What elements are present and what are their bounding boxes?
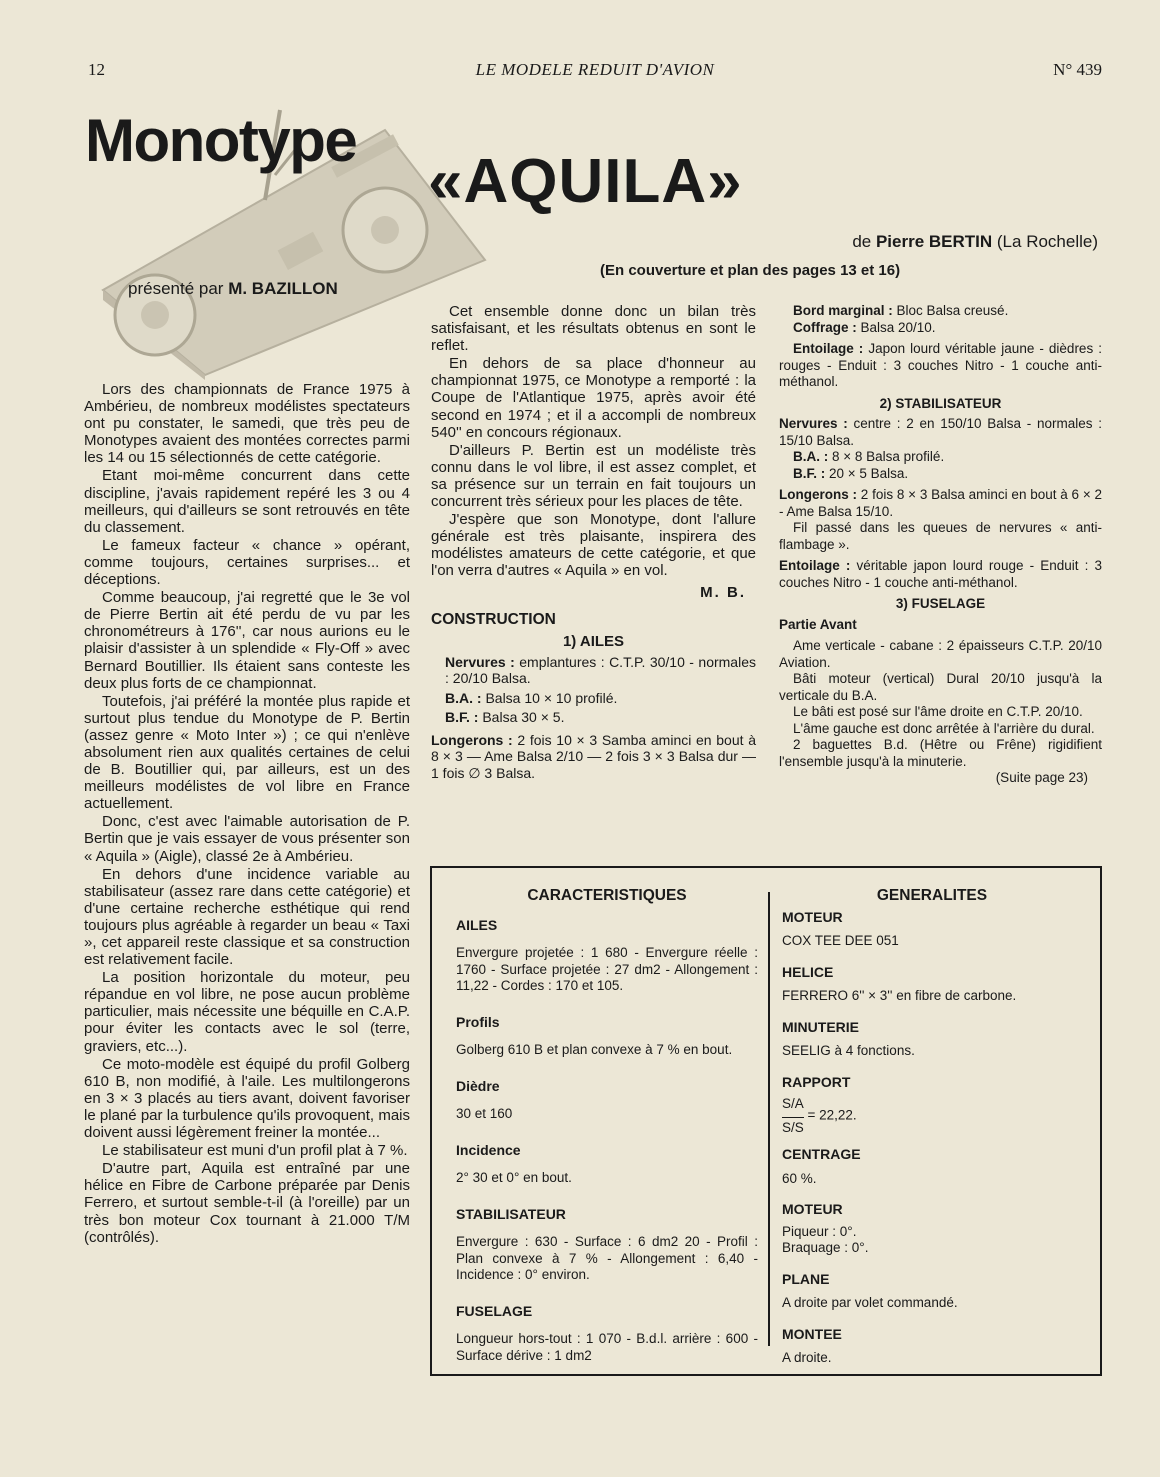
braquage-value: Braquage : 0°. — [782, 1240, 869, 1255]
stabilisateur-heading: 2) STABILISATEUR — [879, 395, 1002, 411]
fuselage-heading: 3) FUSELAGE — [895, 596, 986, 611]
minuterie-value: SEELIG à 4 fonctions. — [782, 1043, 915, 1058]
moteur-value: COX TEE DEE 051 — [782, 933, 899, 948]
plane-label: PLANE — [782, 1270, 830, 1287]
paragraph: Donc, c'est avec l'aimable autorisation de P. Bertin que je vais essayer de vous présenter son « Aquila » (Aigle), classé 2e à Ambérieu. — [84, 813, 410, 865]
paragraph: Comme beaucoup, j'ai regretté que le 3e vol de Pierre Bertin ait été perdu de vu par les chronométreurs à 176'', car nous aurions eu le plaisir d'assister à un splendide « Fly-Off » avec Bernard Boutillier. Ils étaient sans conteste les deux plus forts de ce championnat. — [84, 589, 410, 692]
incidence-label: Incidence — [456, 1141, 521, 1158]
article-column-2 — [431, 303, 756, 784]
presented-by: présenté par M. BAZILLON — [128, 279, 338, 298]
ailes-heading: 1) AILES — [562, 632, 625, 650]
spec-stab-ba: B.A. : 8 × 8 Balsa profilé. — [793, 449, 945, 464]
rapport-label: RAPPORT — [782, 1073, 851, 1090]
issue-number: N° 439 — [1053, 60, 1102, 79]
generalites-title: GENERALITES — [876, 887, 988, 904]
fuselage-line: Le bâti est posé sur l'âme droite en C.T.P. 20/10. — [793, 704, 1083, 719]
spec-fil: Fil passé dans les queues de nervures « anti-flambage ». — [779, 520, 1102, 552]
spec-entoilage: Entoilage : Japon lourd véritable jaune - dièdres : rouges - Enduit : 3 couches Nitro - 1 couche anti-méthanol. — [779, 341, 1102, 389]
paragraph: En dehors de sa place d'honneur au championnat 1975, ce Monotype a remporté : la Coupe de l'Atlantique 1975, après avoir été second en 1974 ; et il a accompli de nombreux 540'' en concours régionaux. — [431, 355, 756, 441]
diedre-label: Dièdre — [456, 1077, 500, 1094]
centrage-value: 60 %. — [782, 1170, 817, 1186]
article-column-1 — [84, 381, 410, 1247]
spec-stab-entoilage: Entoilage : véritable japon lourd rouge - Enduit : 3 couches Nitro - 1 couche anti-méthanol. — [779, 558, 1102, 590]
montee-label: MONTEE — [782, 1325, 842, 1342]
minuterie-label: MINUTERIE — [782, 1018, 859, 1035]
incidence-value: 2° 30 et 0° en bout. — [456, 1170, 572, 1185]
paragraph: D'autre part, Aquila est entraîné par une hélice en Fibre de Carbone préparée par Denis Ferrero, et surtout semble-t-il (à l'oreille) par un très bon moteur Cox tournant à 21.000 T/M (contrôlés). — [84, 1160, 410, 1246]
title-line-1: Monotype — [85, 107, 357, 174]
spec-ba: B.A. : Balsa 10 × 10 profilé. — [445, 689, 618, 706]
author-line: de Pierre BERTIN (La Rochelle) — [852, 232, 1098, 251]
fuselage-line: Bâti moteur (vertical) Dural 20/10 jusqu'à la verticale du B.A. — [779, 671, 1102, 703]
spec-coffrage: Coffrage : Balsa 20/10. — [793, 319, 936, 335]
paragraph: Toutefois, j'ai préféré la montée plus rapide et surtout plus tendue du Monotype de P. Bertin (assez genre « Moto Inter ») ; ce qui n'enlève absolument rien aux qualités certaines de celui de B. Boutillier qui, par ailleurs, est un des meilleurs modélistes de vol libre en France actuellement. — [84, 692, 410, 813]
spec-bord-marginal: Bord marginal : Bloc Balsa creusé. — [793, 303, 1009, 318]
partie-avant-heading: Partie Avant — [779, 616, 857, 632]
paragraph: La position horizontale du moteur, peu répandue en vol libre, ne pose aucun problème particulier, mais nécessite une béquille en C.A.P. pour éviter les contacts avec le sol (terre, graviers, etc...). — [84, 969, 410, 1055]
fuselage-line: 2 baguettes B.d. (Hêtre ou Frêne) rigidifient l'ensemble jusqu'à la minuterie. — [779, 737, 1102, 769]
continued-note: (Suite page 23) — [995, 770, 1088, 785]
cover-note: (En couverture et plan des pages 13 et 16) — [600, 262, 901, 279]
diedre-value: 30 et 160 — [456, 1106, 513, 1121]
rapport-fraction: $\frac{S/A}{S/S}$ — [782, 1096, 804, 1135]
box-divider — [768, 892, 770, 1346]
helice-value: FERRERO 6'' × 3'' en fibre de carbone. — [782, 988, 1017, 1003]
moteur-label: MOTEUR — [782, 908, 843, 925]
spec-stab-longerons: Longerons : 2 fois 8 × 3 Balsa aminci en bout à 6 × 2 - Ame Balsa 15/10. — [779, 487, 1103, 519]
profils-label: Profils — [456, 1013, 500, 1030]
moteur-incidence-label: MOTEUR — [782, 1201, 843, 1217]
centrage-label: CENTRAGE — [782, 1146, 861, 1162]
title-line-2: «AQUILA» — [428, 147, 743, 216]
page-header — [88, 60, 1102, 82]
spec-longerons: Longerons : 2 fois 10 × 3 Samba aminci en bout à 8 × 3 — Ame Balsa 2/10 — 2 fois 3 × 3 Balsa dur — 1 fois ∅ 3 Balsa. — [431, 731, 756, 781]
caracteristiques-panel — [456, 888, 758, 1383]
paragraph: Lors des championnats de France 1975 à Ambérieu, de nombreux modélistes spectateurs ont pu constater, le samedi, que très peu de Monotypes avaient des montées correctes parmi les 14 ou 15 sélectionnés de cette catégorie. — [84, 381, 410, 467]
signature: M. B. — [700, 583, 746, 601]
fuselage-line: L'âme gauche est donc arrêtée à l'arrière du dural. — [793, 720, 1095, 736]
journal-name: LE MODELE REDUIT D'AVION — [475, 60, 715, 79]
fuselage-label: FUSELAGE — [456, 1302, 533, 1319]
stabilisateur-label: STABILISATEUR — [456, 1205, 566, 1222]
fuselage-line: Ame verticale - cabane : 2 épaisseurs C.T.P. 20/10 Aviation. — [779, 638, 1102, 670]
page-number: 12 — [88, 60, 105, 79]
ailes-value: Envergure projetée : 1 680 - Envergure réelle : 1760 - Surface projetée : 27 dm2 - Allongement : 11,22 - Cordes : 170 et 105. — [456, 945, 758, 993]
generalites-panel — [782, 888, 1082, 1386]
helice-label: HELICE — [782, 963, 834, 980]
paragraph: Le stabilisateur est muni d'un profil plat à 7 %. — [102, 1142, 408, 1160]
rapport-value: $\frac{S/A}{S/S}$ = 22,22. — [782, 1096, 857, 1135]
spec-stab-nervures: Nervures : centre : 2 en 150/10 Balsa - normales : 15/10 Balsa. — [779, 416, 1102, 448]
paragraph: En dehors d'une incidence variable au stabilisateur (assez rare dans cette catégorie) et d'une certaine recherche esthétique qui rend toujours plus agréable à regarder un beau « Taxi », cet appareil reste classique et sa construction est relativement facile. — [84, 865, 410, 969]
specifications-box — [430, 866, 1102, 1376]
montee-value: A droite. — [782, 1350, 832, 1365]
paragraph: Le fameux facteur « chance » opérant, comme toujours, certaines surprises... et déceptions. — [84, 536, 410, 589]
paragraph: D'ailleurs P. Bertin est un modéliste très connu dans le vol libre, il est assez complet, et sa présence sur un terrain en fait toujours un concurrent très sérieux pour les places de tête. — [431, 441, 756, 511]
fuselage-value: Longueur hors-tout : 1 070 - B.d.l. arrière : 600 - Surface dérive : 1 dm2 — [456, 1331, 758, 1363]
spec-nervures: Nervures : emplantures : C.T.P. 30/10 - normales : 20/10 Balsa. — [445, 653, 756, 687]
stabilisateur-value: Envergure : 630 - Surface : 6 dm2 20 - Profil : Plan convexe à 7 % - Allongement : 6,40 - Incidence : 0° environ. — [456, 1234, 758, 1282]
article-column-3 — [779, 303, 1102, 787]
plane-value: A droite par volet commandé. — [782, 1295, 958, 1310]
paragraph: Etant moi-même concurrent dans cette discipline, j'avais rapidement repéré les 3 ou 4 meilleurs, qui d'ailleurs se sont retrouvés en tête du classement. — [84, 467, 410, 536]
spec-bf: B.F. : Balsa 30 × 5. — [445, 709, 565, 726]
caracteristiques-title: CARACTERISTIQUES — [527, 887, 687, 904]
profils-value: Golberg 610 B et plan convexe à 7 % en bout. — [456, 1042, 733, 1057]
paragraph: Cet ensemble donne donc un bilan très satisfaisant, et les résultats obtenus en sont le reflet. — [431, 303, 756, 355]
spec-stab-bf: B.F. : 20 × 5 Balsa. — [793, 465, 909, 481]
ailes-label: AILES — [456, 916, 498, 933]
paragraph: J'espère que son Monotype, dont l'allure générale est très plaisante, inspirera des modélistes amateurs de cette catégorie, et que l'on verra d'autres « Aquila » en vol. — [431, 511, 756, 580]
construction-heading: CONSTRUCTION — [431, 610, 556, 628]
paragraph: Ce moto-modèle est équipé du profil Golberg 610 B, non modifié, à l'aile. Les multilongerons en 3 × 3 placés au tiers avant, doivent favoriser le plané par la turbulence qu'ils provoquent, mais doivent aussi légèrement freiner la montée... — [84, 1055, 410, 1142]
piqueur-value: Piqueur : 0°. — [782, 1223, 857, 1239]
